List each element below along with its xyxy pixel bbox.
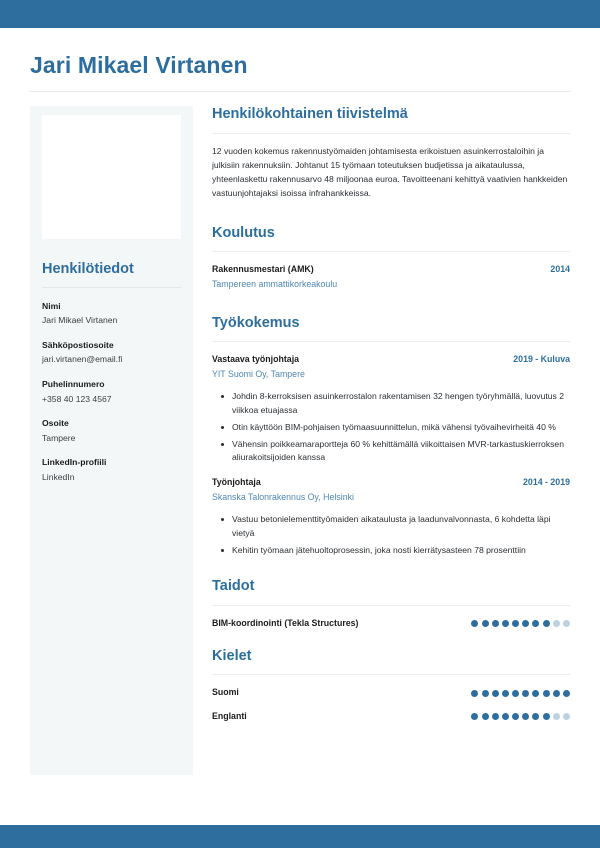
summary-text: 12 vuoden kokemus rakennustyömaiden johtamisesta erikoistuen asuinkerrostaloihin ja julkisiin rakennuksiin. Johtanut 15 työmaan toteutuksen budjetissa ja aikataulussa, yhteenlaskettu rakennusarvo 48 miljoonaa euroa. Tavoitteenani kehittyä vaativien hankkeiden vastuunjohtajaksi isoissa infrahankkeissa.: [212, 145, 568, 198]
education-institution: Tampereen ammattikorkeakoulu: [212, 278, 338, 289]
detail-field-name: [42, 301, 181, 327]
job-date: 2014 - 2019: [523, 477, 570, 488]
skill-rating-dots: [471, 620, 570, 627]
resume-content: [0, 28, 600, 825]
detail-value: jari.virtanen@email.fi: [42, 354, 123, 365]
section-heading-languages: Kielet: [212, 647, 252, 664]
rating-dot-empty: [553, 713, 560, 720]
sidebar: [30, 106, 193, 775]
section-heading-education: Koulutus: [212, 224, 275, 241]
rating-dot-filled: [482, 620, 489, 627]
top-accent-bar: [0, 0, 600, 28]
detail-value: +358 40 123 4567: [42, 393, 112, 404]
sidebar-heading-personal-details: Henkilötiedot: [42, 261, 134, 278]
sidebar-heading-divider: [42, 287, 181, 288]
detail-label: Osoite: [42, 417, 69, 428]
rating-dot-filled: [482, 690, 489, 697]
rating-dot-empty: [563, 620, 570, 627]
skill-label: BIM-koordinointi (Tekla Structures): [212, 617, 359, 628]
rating-dot-filled: [482, 713, 489, 720]
section-divider: [212, 341, 570, 342]
rating-dot-filled: [502, 713, 509, 720]
rating-dot-filled: [532, 713, 539, 720]
main-column: [193, 106, 570, 722]
spacer: [212, 291, 570, 315]
detail-field-email: [42, 340, 181, 366]
job-bullet-list: [212, 513, 570, 557]
rating-dot-filled: [502, 620, 509, 627]
detail-value: Jari Mikael Virtanen: [42, 315, 118, 326]
skill-row: [212, 618, 570, 630]
rating-dot-filled: [543, 620, 550, 627]
section-divider: [212, 605, 570, 606]
job-title: Työnjohtaja: [212, 477, 261, 488]
detail-field-phone: [42, 379, 181, 405]
job-bullet: Vastuu betonielementtityömaiden aikataulusta ja laadunvalvonnasta, 6 kohdetta läpi vietyä: [232, 513, 570, 541]
rating-dot-filled: [492, 690, 499, 697]
detail-label: LinkedIn-profiili: [42, 457, 107, 468]
section-languages: [212, 648, 570, 723]
entry-header: [212, 354, 570, 366]
detail-label: Puhelinnumero: [42, 378, 105, 389]
section-education: [212, 225, 570, 291]
rating-dot-empty: [563, 713, 570, 720]
job-title: Vastaava työnjohtaja: [212, 354, 300, 365]
rating-dot-filled: [512, 713, 519, 720]
section-heading-skills: Taidot: [212, 578, 255, 595]
job-bullet-list: [212, 390, 570, 465]
entry-header: [212, 264, 570, 276]
job-employer: YIT Suomi Oy, Tampere: [212, 369, 305, 380]
section-heading-summary: Henkilökohtainen tiivistelmä: [212, 106, 408, 123]
rating-dot-filled: [522, 713, 529, 720]
section-divider: [212, 133, 570, 134]
language-row: [212, 687, 570, 699]
rating-dot-filled: [512, 620, 519, 627]
detail-label: Sähköpostiosoite: [42, 339, 114, 350]
bottom-accent-bar: [0, 825, 600, 848]
title-divider: [30, 91, 570, 92]
rating-dot-filled: [532, 690, 539, 697]
education-date: 2014: [550, 263, 570, 274]
rating-dot-filled: [553, 690, 560, 697]
section-divider: [212, 251, 570, 252]
section-divider: [212, 674, 570, 675]
job-bullet: Vähensin poikkeamaraportteja 60 % kehittämällä viikoittaisen MVR-tarkastuskierroksen aliurakoitsijoiden kanssa: [232, 438, 570, 466]
detail-field-linkedin: [42, 457, 181, 483]
job-bullet: Johdin 8-kerroksisen asuinkerrostalon rakentamisen 32 hengen työryhmällä, luovutus 2 viikkoa etuajassa: [232, 390, 570, 418]
job-bullet: Kehitin työmaan jätehuoltoprosessin, joka nosti kierrätysasteen 78 prosenttiin: [232, 544, 570, 558]
rating-dot-filled: [471, 713, 478, 720]
rating-dot-filled: [563, 690, 570, 697]
experience-entry: [212, 354, 570, 465]
detail-field-address: [42, 418, 181, 444]
rating-dot-filled: [543, 690, 550, 697]
job-employer: Skanska Talonrakennus Oy, Helsinki: [212, 492, 354, 503]
rating-dot-empty: [553, 620, 560, 627]
language-rating-dots: [471, 713, 570, 720]
detail-value-linkedin[interactable]: LinkedIn: [42, 471, 75, 482]
page-title: Jari Mikael Virtanen: [30, 52, 248, 78]
language-label: Suomi: [212, 687, 239, 698]
rating-dot-filled: [512, 690, 519, 697]
job-bullet: Otin käyttöön BIM-pohjaisen työmaasuunnittelun, mikä vähensi työvaihevirheitä 40 %: [232, 421, 570, 435]
rating-dot-filled: [522, 620, 529, 627]
rating-dot-filled: [522, 690, 529, 697]
language-rating-dots: [471, 690, 570, 697]
section-skills: [212, 578, 570, 629]
detail-label: Nimi: [42, 300, 61, 311]
education-entry: [212, 264, 570, 291]
spacer: [212, 201, 570, 225]
detail-value: Tampere: [42, 432, 76, 443]
spacer: [212, 630, 570, 648]
rating-dot-filled: [471, 620, 478, 627]
photo-placeholder: [42, 115, 181, 239]
rating-dot-filled: [502, 690, 509, 697]
section-summary: [212, 106, 570, 200]
rating-dot-filled: [543, 713, 550, 720]
two-column-layout: [30, 106, 570, 775]
language-label: Englanti: [212, 711, 247, 722]
rating-dot-filled: [532, 620, 539, 627]
section-experience: [212, 315, 570, 558]
rating-dot-filled: [492, 620, 499, 627]
rating-dot-filled: [492, 713, 499, 720]
experience-entry: [212, 477, 570, 557]
rating-dot-filled: [471, 690, 478, 697]
job-date: 2019 - Kuluva: [513, 354, 570, 365]
entry-header: [212, 477, 570, 489]
education-degree: Rakennusmestari (AMK): [212, 263, 314, 274]
section-heading-experience: Työkokemus: [212, 314, 300, 331]
spacer: [212, 560, 570, 578]
language-row: [212, 711, 570, 723]
